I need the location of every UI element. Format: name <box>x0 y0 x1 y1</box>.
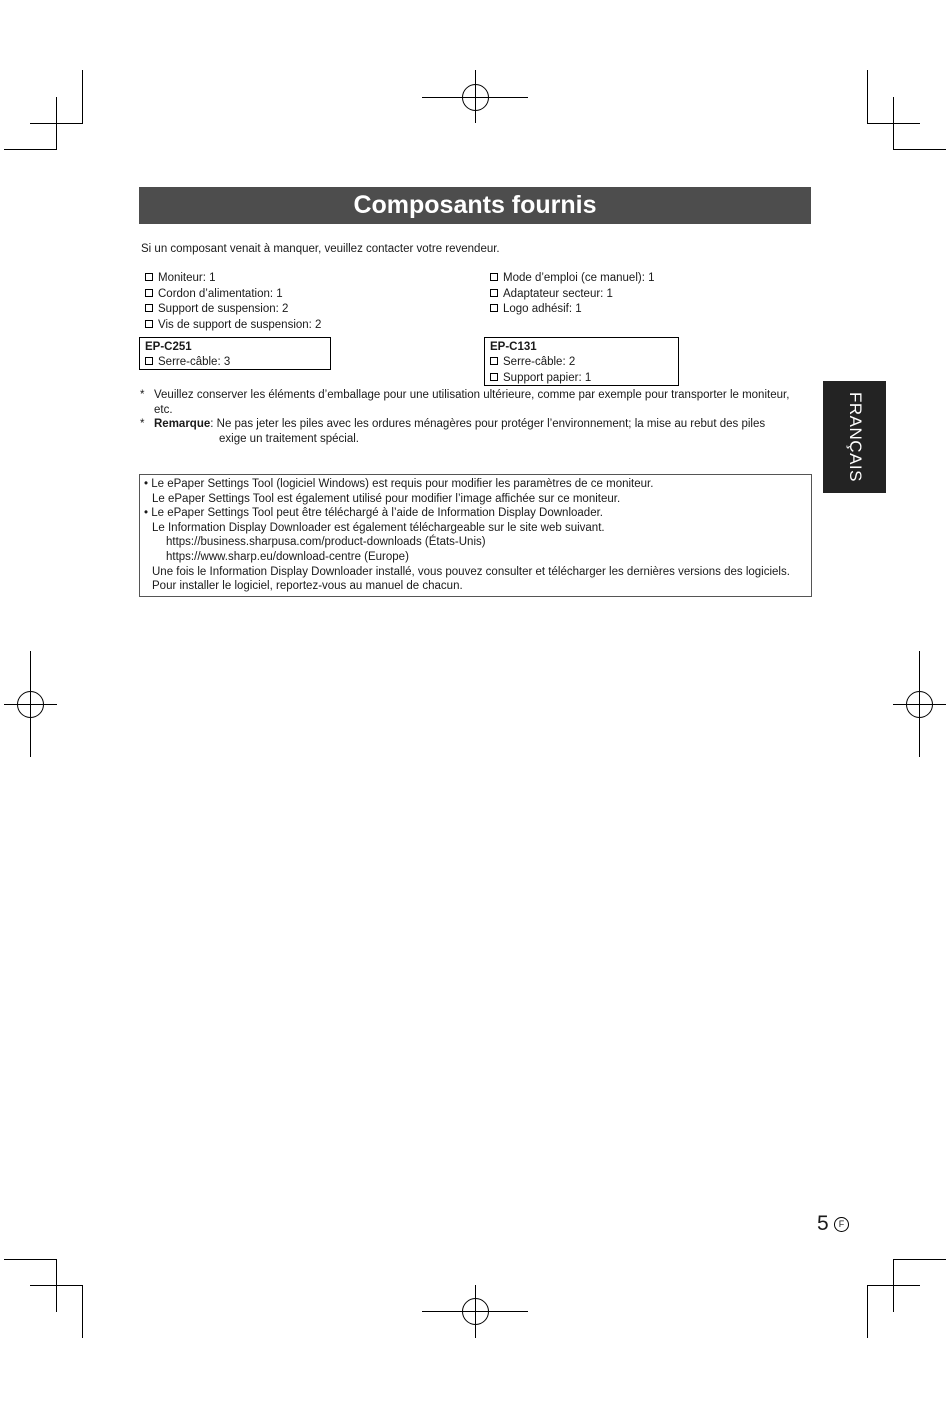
list-item: Support de suspension: 2 <box>145 302 321 318</box>
info-line: Le Information Display Downloader est également téléchargeable sur le site web suivant. <box>152 521 605 534</box>
info-line: • Le ePaper Settings Tool peut être téléchargé à l’aide de Information Display Downloader. <box>144 507 603 520</box>
info-line: • Le ePaper Settings Tool (logiciel Windows) est requis pour modifier les paramètres de ce moniteur. <box>144 478 654 490</box>
checkbox-icon <box>145 304 153 312</box>
info-line: Pour installer le logiciel, reportez-vous au manuel de chacun. <box>152 580 463 593</box>
list-item: Serre-câble: 3 <box>145 355 325 371</box>
list-item: Logo adhésif: 1 <box>490 302 655 318</box>
model-name: EP-C251 <box>145 341 192 353</box>
remark-label: Remarque <box>154 418 211 430</box>
checkbox-icon <box>490 289 498 297</box>
components-list-left <box>145 271 321 334</box>
page-title <box>139 187 811 224</box>
url-text: https://www.sharp.eu/download-centre (Europe) <box>166 550 409 563</box>
info-line: Une fois le Information Display Downloader installé, vous pouvez consulter et télécharger les dernières versions des logiciels. <box>152 565 790 578</box>
model-box-ep-c131 <box>484 337 679 386</box>
list-item: Vis de support de suspension: 2 <box>145 318 321 334</box>
model-box-ep-c251 <box>139 337 331 370</box>
page-title-text: Composants fournis <box>353 191 597 219</box>
list-item: Mode d’emploi (ce manuel): 1 <box>490 271 655 287</box>
note-text: Veuillez conserver les éléments d’emballage pour une utilisation ultérieure, comme par exemple pour transporter le moniteur, <box>154 389 790 401</box>
checkbox-icon <box>145 357 153 365</box>
note-marker: * <box>140 418 145 430</box>
checkbox-icon <box>490 304 498 312</box>
url-text: https://business.sharpusa.com/product-downloads (États-Unis) <box>166 536 486 549</box>
checkbox-icon <box>490 357 498 365</box>
remark-text: Remarque: Ne pas jeter les piles avec les ordures ménagères pour protéger l’environnement; la mise au rebut des piles <box>154 418 766 430</box>
intro-text: Si un composant venait à manquer, veuillez contacter votre revendeur. <box>141 243 500 255</box>
note-text: etc. <box>154 404 173 416</box>
list-item: Serre-câble: 2 <box>490 355 673 371</box>
language-tab-label: FRANÇAIS <box>845 392 865 482</box>
list-item: Cordon d’alimentation: 1 <box>145 287 321 303</box>
model-name: EP-C131 <box>490 341 537 353</box>
software-info-box <box>139 474 812 597</box>
checkbox-icon <box>145 320 153 328</box>
checkbox-icon <box>145 273 153 281</box>
page-number: 5 <box>817 1212 829 1235</box>
components-list-right <box>490 271 655 318</box>
list-item: Moniteur: 1 <box>145 271 321 287</box>
checkbox-icon <box>490 273 498 281</box>
checkbox-icon <box>490 373 498 381</box>
checkbox-icon <box>145 289 153 297</box>
list-item: Adaptateur secteur: 1 <box>490 287 655 303</box>
list-item: Support papier: 1 <box>490 371 673 387</box>
page-language-marker: F <box>834 1217 849 1232</box>
language-tab <box>823 381 886 493</box>
remark-text: exige un traitement spécial. <box>219 433 359 445</box>
note-marker: * <box>140 389 145 401</box>
info-line: Le ePaper Settings Tool est également utilisé pour modifier l’image affichée sur ce moniteur. <box>152 492 621 505</box>
